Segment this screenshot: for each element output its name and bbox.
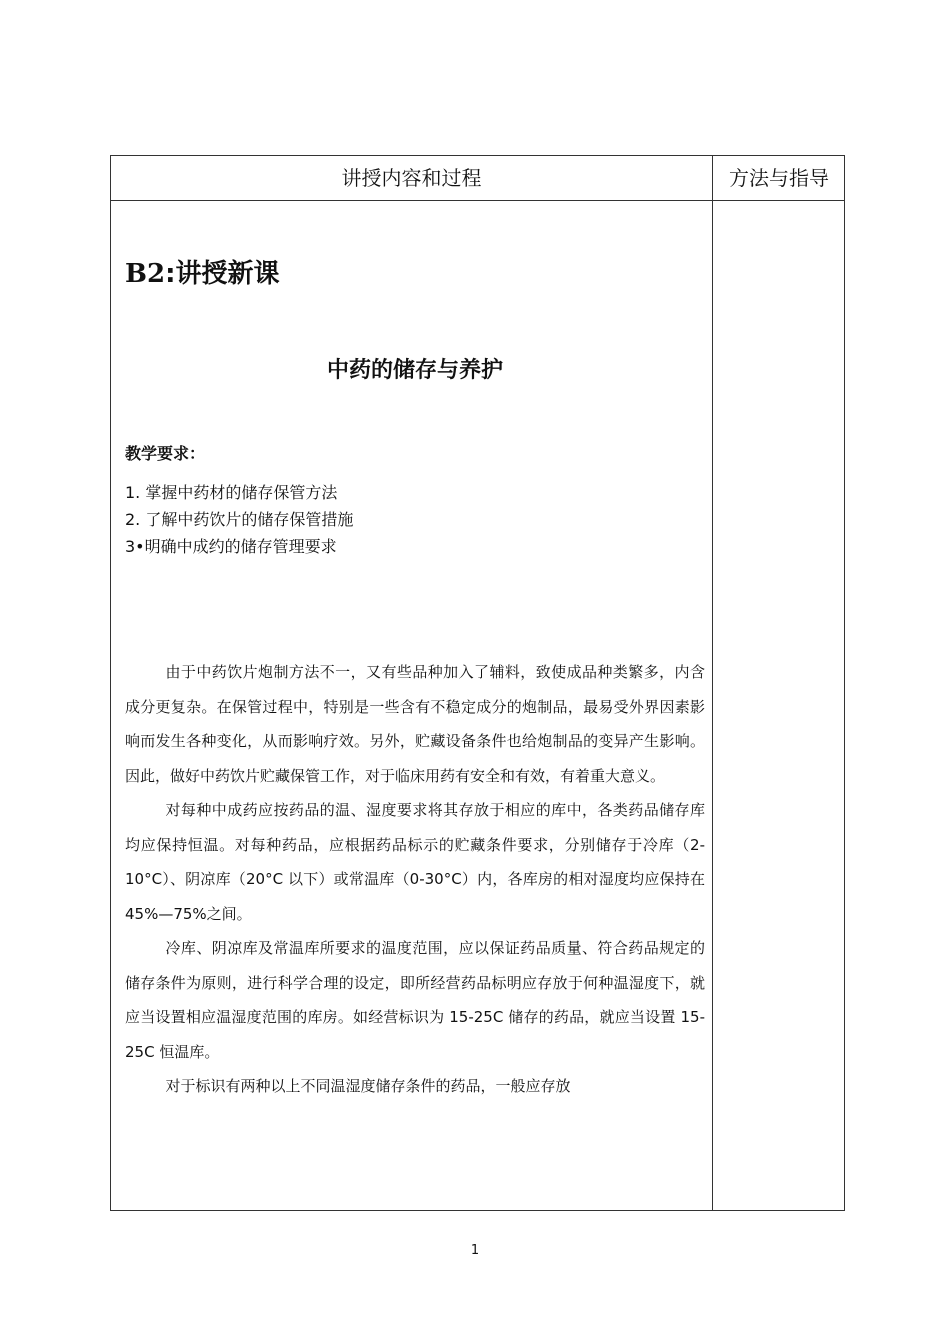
section-heading bbox=[125, 253, 280, 290]
paragraph: 冷库、阴凉库及常温库所要求的温度范围，应以保证药品质量、符合药品规定的储存条件为原则，进行科学合理的设定，即所经营药品标明应存放于何种温湿度下，就应当设置相应温湿度范围的库房。如经营标识为 15-25C 储存的药品，就应当设置 15-25C 恒温库。 bbox=[125, 939, 705, 1061]
header-method-guidance: 方法与指导 bbox=[729, 166, 829, 190]
paragraph: 对于标识有两种以上不同温湿度储存条件的药品，一般应存放 bbox=[165, 1077, 571, 1095]
body-text bbox=[125, 655, 705, 1104]
paragraph: 对每种中成药应按药品的温、湿度要求将其存放于相应的库中，各类药品储存库均应保持恒温。对每种药品，应根据药品标示的贮藏条件要求，分别储存于冷库（2-10°C）、阴凉库（20°C 以下）或常温库（0-30°C）内，各库房的相对湿度均应保持在 45%—75%之间。 bbox=[125, 801, 705, 923]
document-title: 中药的储存与养护 bbox=[326, 358, 503, 383]
requirements-list bbox=[125, 479, 705, 560]
page-number: 1 bbox=[470, 1243, 480, 1258]
lesson-table bbox=[110, 155, 845, 1211]
section-code: B2 bbox=[125, 259, 166, 289]
requirement-item: 2. 了解中药饮片的储存保管措施 bbox=[125, 510, 354, 529]
table-header-row bbox=[111, 156, 844, 201]
requirement-item: 1. 掌握中药材的储存保管方法 bbox=[125, 483, 338, 502]
header-content-process: 讲授内容和过程 bbox=[341, 166, 482, 190]
requirement-item: 3•明确中成约的储存管理要求 bbox=[125, 537, 337, 556]
requirements-heading: 教学要求： bbox=[125, 444, 206, 463]
column-divider bbox=[712, 156, 713, 1210]
section-title-text: 讲授新课 bbox=[175, 259, 280, 289]
paragraph: 由于中药饮片炮制方法不一，又有些品种加入了辅料，致使成品种类繁多，内含成分更复杂。在保管过程中，特别是一些含有不稳定成分的炮制品，最易受外界因素影响而发生各种变化，从而影响疗效。另外，贮藏设备条件也给炮制品的变异产生影响。因此，做好中药饮片贮藏保管工作，对于临床用药有安全和有效，有着重大意义。 bbox=[125, 663, 705, 785]
section-separator: : bbox=[165, 259, 176, 289]
